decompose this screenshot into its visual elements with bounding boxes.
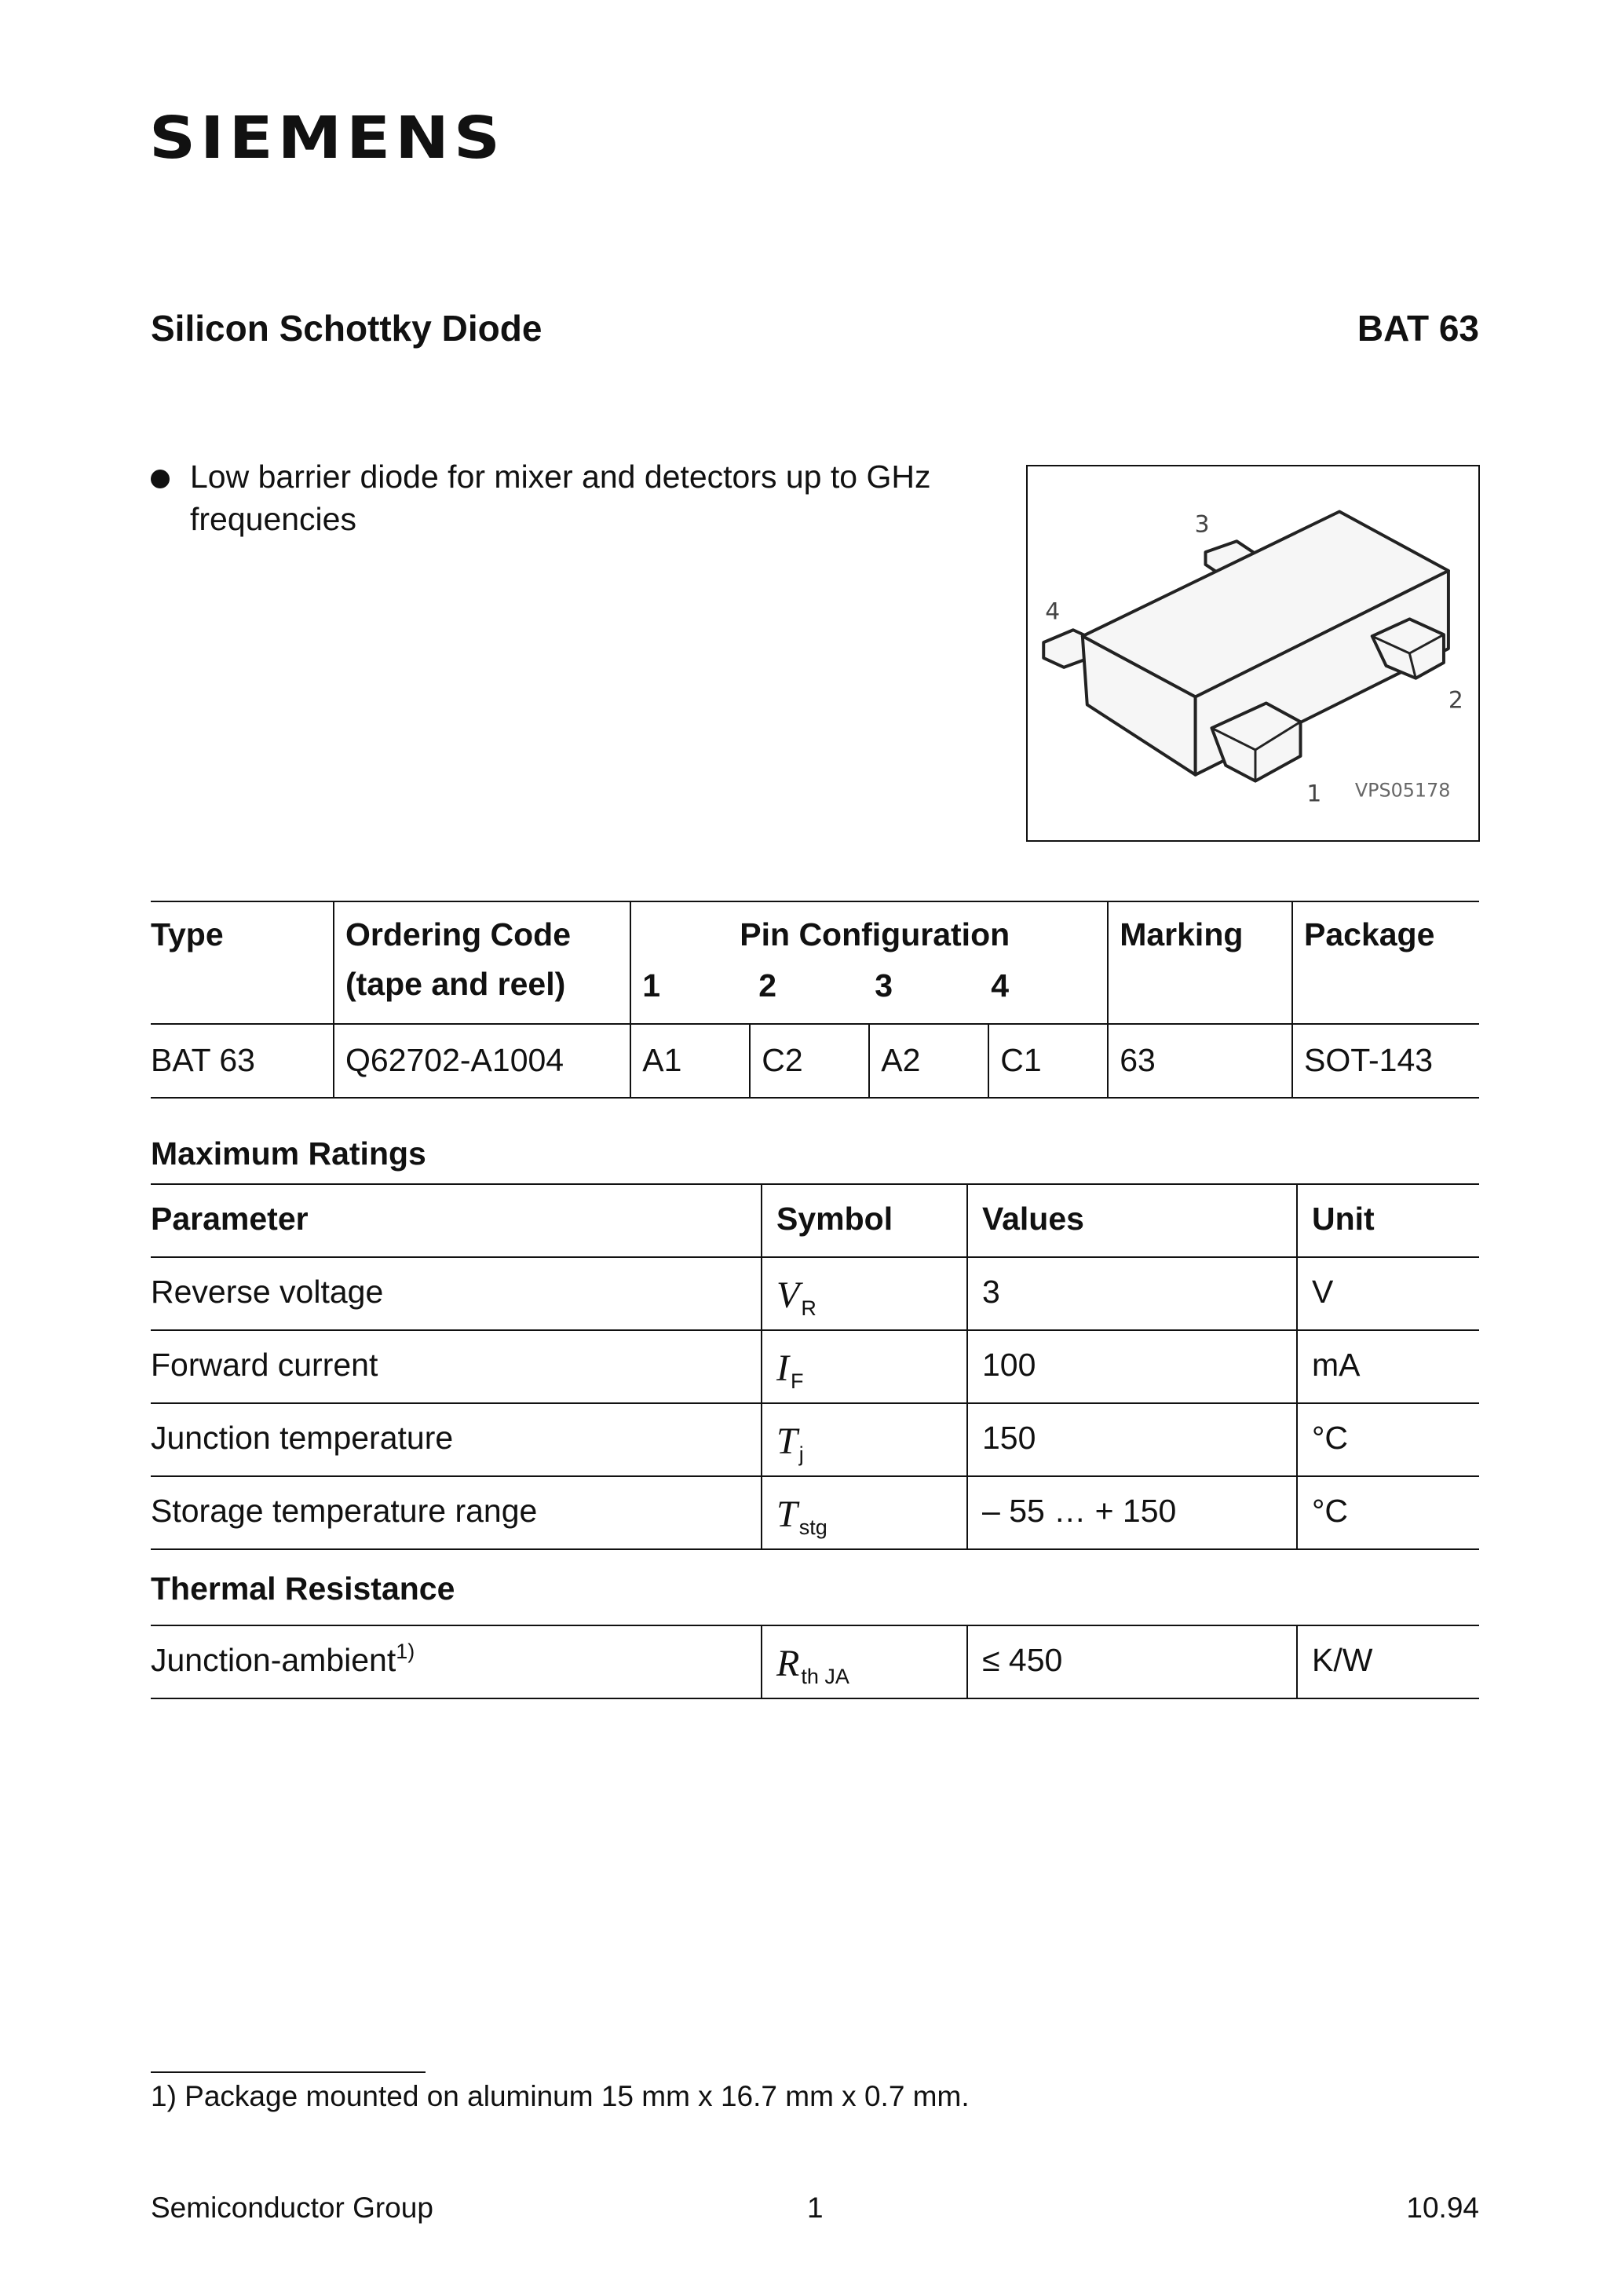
siemens-logo: SIEMENS — [149, 104, 505, 173]
pin-number-headers — [642, 953, 1107, 1004]
part-number: BAT 63 — [1357, 308, 1479, 349]
pin-number-4: 4 — [991, 967, 1010, 1004]
symbol-subscript: R — [801, 1296, 816, 1320]
cell-ordering-code: Q62702-A1004 — [334, 1024, 630, 1098]
header-package: Package — [1292, 901, 1479, 1024]
cell-parameter: Junction temperature — [151, 1403, 762, 1476]
pin-number-2: 2 — [758, 967, 777, 1004]
symbol-subscript: j — [798, 1442, 804, 1466]
symbol-subscript: F — [790, 1369, 804, 1393]
symbol-main: T — [776, 1493, 798, 1535]
header-ordering-code — [334, 901, 630, 1024]
header-pin-configuration-label: Pin Configuration — [740, 916, 1010, 952]
drawing-code: VPS05178 — [1354, 779, 1451, 802]
package-figure — [1026, 465, 1480, 842]
table-row — [151, 1403, 1479, 1476]
cell-pin-3: A2 — [869, 1024, 988, 1098]
header-ordering-code-sub: (tape and reel) — [345, 966, 566, 1002]
footnote-rule — [151, 2071, 426, 2073]
symbol-subscript: stg — [798, 1515, 827, 1539]
symbol-subscript: th JA — [801, 1665, 849, 1688]
document-title: Silicon Schottky Diode — [151, 308, 542, 349]
ordering-table — [151, 901, 1479, 1099]
footer-page-number: 1 — [807, 2192, 824, 2224]
footer-date: 10.94 — [1406, 2192, 1479, 2224]
cell-value: ≤ 450 — [967, 1625, 1297, 1698]
header-unit: Unit — [1297, 1184, 1479, 1257]
cell-pin-2: C2 — [750, 1024, 869, 1098]
cell-symbol — [762, 1476, 967, 1549]
cell-parameter — [151, 1625, 762, 1698]
pin-label-4: 4 — [1045, 598, 1061, 626]
symbol-main: R — [776, 1643, 800, 1684]
feature-text: Low barrier diode for mixer and detectors up to GHz frequencies — [190, 459, 931, 537]
header-values: Values — [967, 1184, 1297, 1257]
pin-label-2: 2 — [1448, 686, 1463, 715]
sot143-package-drawing — [1028, 466, 1478, 840]
symbol-main: T — [776, 1420, 798, 1462]
footnote-text: 1) Package mounted on aluminum 15 mm x 16.7 mm x 0.7 mm. — [151, 2080, 970, 2112]
header-marking: Marking — [1108, 901, 1292, 1024]
symbol-main: I — [776, 1347, 789, 1389]
header-pin-configuration — [630, 901, 1108, 1024]
pin-label-3: 3 — [1194, 510, 1210, 539]
cell-value: 100 — [967, 1330, 1297, 1403]
header-type: Type — [151, 916, 224, 952]
cell-symbol — [762, 1625, 967, 1698]
thermal-resistance-table — [151, 1625, 1479, 1699]
cell-pin-1: A1 — [630, 1024, 750, 1098]
cell-unit: °C — [1297, 1403, 1479, 1476]
header-symbol: Symbol — [762, 1184, 967, 1257]
symbol-main: V — [776, 1274, 800, 1316]
cell-value: 150 — [967, 1403, 1297, 1476]
footer-company: Semiconductor Group — [151, 2192, 433, 2224]
cell-value: – 55 … + 150 — [967, 1476, 1297, 1549]
pin-label-1: 1 — [1306, 780, 1322, 808]
cell-symbol — [762, 1403, 967, 1476]
cell-symbol — [762, 1257, 967, 1330]
cell-parameter: Forward current — [151, 1330, 762, 1403]
header-ordering-code-label: Ordering Code — [345, 916, 572, 952]
ratings-header-row — [151, 1184, 1479, 1257]
cell-unit: °C — [1297, 1476, 1479, 1549]
ordering-table-header — [151, 901, 1479, 1024]
cell-unit: K/W — [1297, 1625, 1479, 1698]
cell-marking: 63 — [1108, 1024, 1292, 1098]
cell-package: SOT-143 — [1292, 1024, 1479, 1098]
cell-unit: mA — [1297, 1330, 1479, 1403]
table-row — [151, 1625, 1479, 1698]
parameter-text: Junction-ambient — [151, 1642, 396, 1678]
pin-number-1: 1 — [642, 967, 661, 1004]
table-row — [151, 1257, 1479, 1330]
cell-symbol — [762, 1330, 967, 1403]
table-row — [151, 1024, 1479, 1098]
cell-parameter: Reverse voltage — [151, 1257, 762, 1330]
bullet-icon — [151, 470, 170, 488]
table-row — [151, 1330, 1479, 1403]
cell-unit: V — [1297, 1257, 1479, 1330]
feature-list-item — [151, 455, 936, 540]
cell-type: BAT 63 — [151, 1024, 334, 1098]
table-row — [151, 1476, 1479, 1549]
section-title-max-ratings: Maximum Ratings — [151, 1135, 426, 1172]
cell-value: 3 — [967, 1257, 1297, 1330]
header-parameter: Parameter — [151, 1184, 762, 1257]
cell-parameter: Storage temperature range — [151, 1476, 762, 1549]
cell-pin-4: C1 — [988, 1024, 1108, 1098]
pin-number-3: 3 — [875, 967, 893, 1004]
section-title-thermal-resistance: Thermal Resistance — [151, 1570, 455, 1607]
max-ratings-table — [151, 1183, 1479, 1550]
footnote-ref: 1) — [396, 1640, 415, 1663]
